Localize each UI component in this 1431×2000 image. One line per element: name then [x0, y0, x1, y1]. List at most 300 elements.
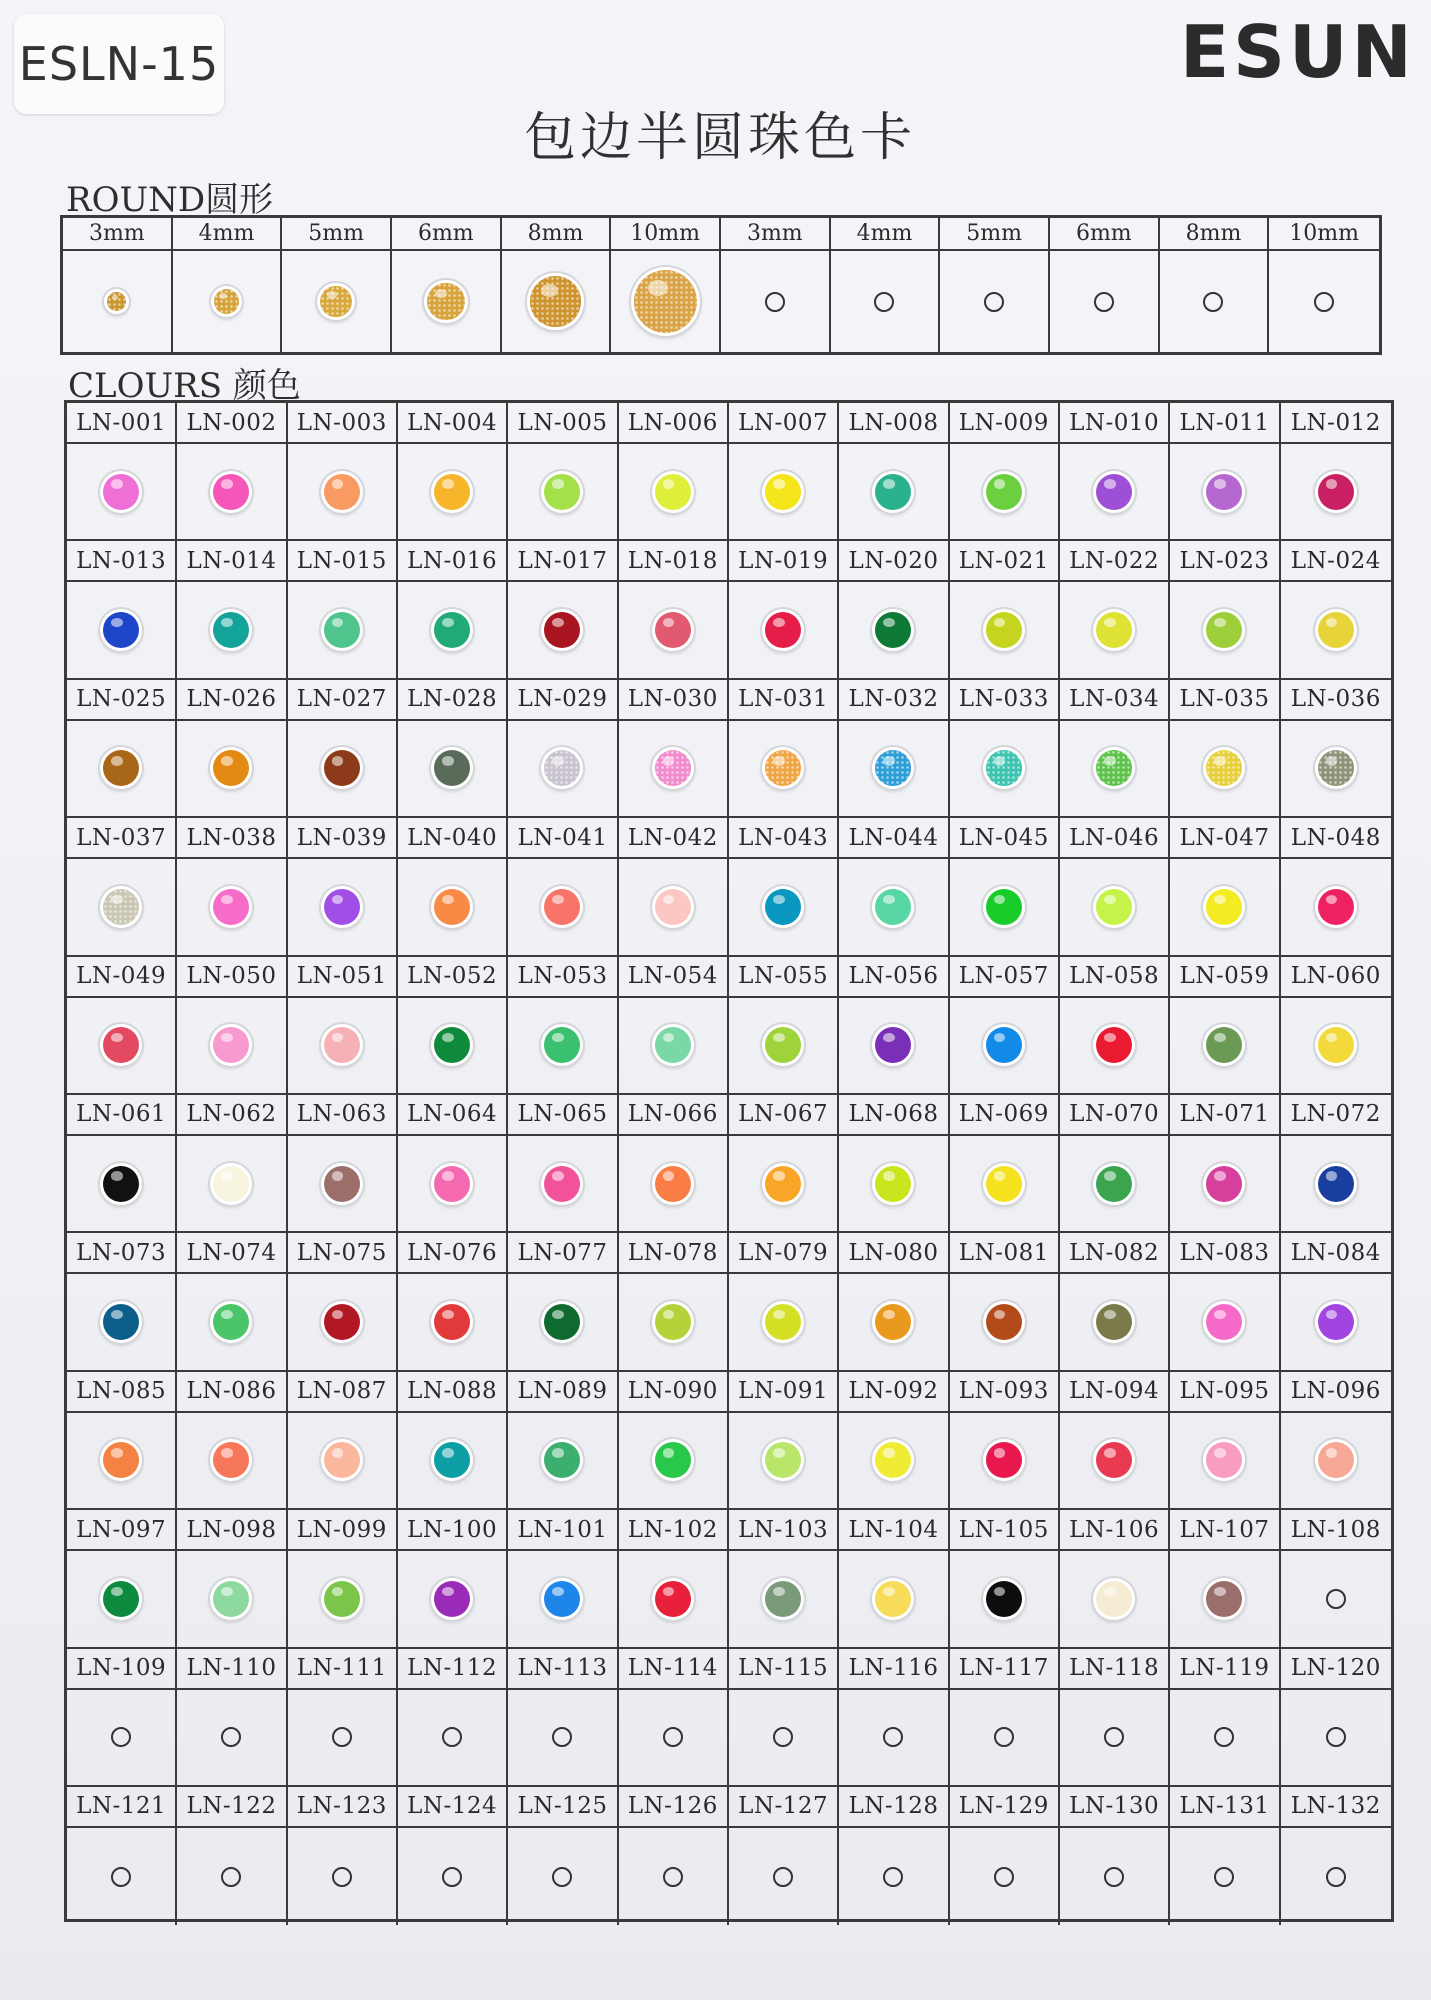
color-code-label: LN-110 [177, 1649, 287, 1690]
color-code-label: LN-011 [1170, 403, 1280, 444]
color-code-label: LN-023 [1170, 541, 1280, 582]
color-bead [544, 1442, 580, 1478]
empty-slot-ring [442, 1727, 462, 1747]
empty-slot-ring [994, 1867, 1014, 1887]
color-code-label: LN-052 [398, 957, 508, 998]
empty-slot-ring [1326, 1867, 1346, 1887]
empty-slot-ring [765, 292, 785, 312]
color-bead [1206, 1027, 1242, 1063]
brand-logo: ESUN [1180, 10, 1416, 94]
color-code-label: LN-084 [1281, 1233, 1391, 1274]
color-swatch-cell [1170, 582, 1280, 679]
color-swatch-cell [839, 1690, 949, 1787]
color-bead [1206, 1304, 1242, 1340]
color-code-label: LN-125 [508, 1787, 618, 1828]
empty-slot-ring [883, 1867, 903, 1887]
color-code-label: LN-082 [1060, 1233, 1170, 1274]
size-swatch-cell [940, 251, 1050, 352]
color-bead [655, 1304, 691, 1340]
color-bead [103, 1442, 139, 1478]
color-swatch-cell [619, 721, 729, 818]
color-bead [986, 612, 1022, 648]
empty-slot-ring [332, 1727, 352, 1747]
color-bead [1096, 889, 1132, 925]
color-swatch-cell [1170, 444, 1280, 541]
empty-slot-ring [663, 1867, 683, 1887]
color-code-label: LN-014 [177, 541, 287, 582]
color-bead [986, 1581, 1022, 1617]
color-code-label: LN-073 [67, 1233, 177, 1274]
color-swatch-cell [619, 1828, 729, 1925]
color-bead [875, 474, 911, 510]
colours-section-label: CLOURS 颜色 [68, 366, 301, 406]
color-swatch-cell [1170, 998, 1280, 1095]
color-swatch-cell [177, 582, 287, 679]
size-header: 6mm [1050, 218, 1160, 251]
color-code-label: LN-100 [398, 1510, 508, 1551]
color-bead [324, 889, 360, 925]
color-swatch-cell [508, 1274, 618, 1371]
color-code-label: LN-083 [1170, 1233, 1280, 1274]
empty-slot-ring [1104, 1867, 1124, 1887]
color-swatch-cell [1281, 1551, 1391, 1648]
color-bead [213, 1027, 249, 1063]
color-code-label: LN-034 [1060, 680, 1170, 721]
color-code-label: LN-117 [950, 1649, 1060, 1690]
color-swatch-cell [508, 1690, 618, 1787]
color-code-label: LN-070 [1060, 1095, 1170, 1136]
color-bead [1096, 1581, 1132, 1617]
color-code-label: LN-035 [1170, 680, 1280, 721]
color-code-label: LN-081 [950, 1233, 1060, 1274]
color-code-label: LN-131 [1170, 1787, 1280, 1828]
empty-slot-ring [552, 1867, 572, 1887]
color-code-label: LN-068 [839, 1095, 949, 1136]
color-bead [655, 1166, 691, 1202]
empty-slot-ring [1326, 1589, 1346, 1609]
color-swatch-cell [1281, 859, 1391, 956]
color-code-label: LN-050 [177, 957, 287, 998]
color-code-label: LN-093 [950, 1372, 1060, 1413]
color-swatch-cell [729, 721, 839, 818]
color-code-label: LN-088 [398, 1372, 508, 1413]
color-code-label: LN-106 [1060, 1510, 1170, 1551]
size-sample-bead [320, 286, 352, 318]
color-code-label: LN-004 [398, 403, 508, 444]
color-swatch-cell [839, 1136, 949, 1233]
color-code-label: LN-104 [839, 1510, 949, 1551]
color-bead [324, 1304, 360, 1340]
size-header: 8mm [1160, 218, 1270, 251]
color-code-label: LN-044 [839, 818, 949, 859]
color-swatch-cell [950, 721, 1060, 818]
color-swatch-cell [398, 998, 508, 1095]
color-bead [213, 889, 249, 925]
color-bead [103, 889, 139, 925]
empty-slot-ring [552, 1727, 572, 1747]
color-swatch-cell [288, 1690, 398, 1787]
color-bead [1206, 474, 1242, 510]
color-code-label: LN-089 [508, 1372, 618, 1413]
color-code-label: LN-060 [1281, 957, 1391, 998]
color-swatch-cell [729, 1274, 839, 1371]
color-swatch-cell [619, 1136, 729, 1233]
color-swatch-cell [839, 859, 949, 956]
size-sample-bead [427, 283, 465, 321]
color-code-label: LN-072 [1281, 1095, 1391, 1136]
color-swatch-cell [177, 1690, 287, 1787]
color-swatch-cell [1060, 1136, 1170, 1233]
color-swatch-cell [508, 1136, 618, 1233]
color-code-label: LN-076 [398, 1233, 508, 1274]
color-bead [434, 889, 470, 925]
color-code-label: LN-124 [398, 1787, 508, 1828]
color-swatch-cell [288, 1136, 398, 1233]
color-code-label: LN-118 [1060, 1649, 1170, 1690]
color-bead [765, 1027, 801, 1063]
color-swatch-cell [398, 1413, 508, 1510]
color-bead [1318, 612, 1354, 648]
color-code-label: LN-032 [839, 680, 949, 721]
color-code-label: LN-121 [67, 1787, 177, 1828]
color-swatch-cell [950, 1828, 1060, 1925]
color-bead [324, 750, 360, 786]
color-swatch-cell [398, 1690, 508, 1787]
color-bead [1318, 1442, 1354, 1478]
color-code-label: LN-120 [1281, 1649, 1391, 1690]
color-bead [875, 1304, 911, 1340]
color-code-label: LN-045 [950, 818, 1060, 859]
color-swatch-cell [288, 721, 398, 818]
size-sample-bead [530, 276, 580, 326]
color-swatch-cell [508, 721, 618, 818]
size-swatch-cell [1160, 251, 1270, 352]
color-code-label: LN-026 [177, 680, 287, 721]
color-swatch-cell [729, 998, 839, 1095]
size-header: 4mm [831, 218, 941, 251]
color-code-label: LN-127 [729, 1787, 839, 1828]
size-sample-bead [107, 292, 126, 311]
color-code-label: LN-047 [1170, 818, 1280, 859]
color-bead [434, 750, 470, 786]
color-swatch-cell [1060, 1828, 1170, 1925]
color-swatch-cell [1060, 1690, 1170, 1787]
color-bead [103, 612, 139, 648]
color-bead [655, 1442, 691, 1478]
size-swatch-cell [282, 251, 392, 352]
color-code-label: LN-040 [398, 818, 508, 859]
color-bead [434, 1581, 470, 1617]
color-bead [213, 612, 249, 648]
color-swatch-cell [1170, 1413, 1280, 1510]
size-swatch-cell [173, 251, 283, 352]
color-bead [1318, 474, 1354, 510]
color-swatch-cell [177, 444, 287, 541]
color-code-label: LN-053 [508, 957, 618, 998]
color-bead [1096, 750, 1132, 786]
color-code-label: LN-065 [508, 1095, 618, 1136]
color-bead [655, 474, 691, 510]
color-code-label: LN-122 [177, 1787, 287, 1828]
color-code-label: LN-025 [67, 680, 177, 721]
color-code-label: LN-091 [729, 1372, 839, 1413]
color-bead [1206, 612, 1242, 648]
color-swatch-cell [619, 859, 729, 956]
color-swatch-cell [67, 1551, 177, 1648]
color-bead [544, 889, 580, 925]
empty-slot-ring [1214, 1727, 1234, 1747]
color-swatch-cell [398, 1828, 508, 1925]
color-swatch-cell [1060, 721, 1170, 818]
color-bead [875, 889, 911, 925]
color-code-label: LN-027 [288, 680, 398, 721]
color-swatch-cell [508, 1828, 618, 1925]
color-swatch-cell [288, 1274, 398, 1371]
color-bead [1318, 1304, 1354, 1340]
color-bead [434, 1166, 470, 1202]
color-swatch-cell [1170, 1828, 1280, 1925]
color-bead [986, 889, 1022, 925]
color-swatch-cell [67, 1136, 177, 1233]
color-swatch-cell [950, 444, 1060, 541]
color-code-label: LN-038 [177, 818, 287, 859]
size-swatch-cell [502, 251, 612, 352]
color-bead [1206, 1166, 1242, 1202]
color-code-label: LN-077 [508, 1233, 618, 1274]
color-swatch-cell [67, 721, 177, 818]
color-bead [986, 1027, 1022, 1063]
color-bead [324, 1027, 360, 1063]
color-code-label: LN-079 [729, 1233, 839, 1274]
color-swatch-cell [619, 444, 729, 541]
color-bead [986, 1304, 1022, 1340]
color-swatch-cell [288, 998, 398, 1095]
color-code-label: LN-003 [288, 403, 398, 444]
size-header: 3mm [63, 218, 173, 251]
color-code-label: LN-075 [288, 1233, 398, 1274]
color-swatch-cell [729, 1828, 839, 1925]
color-code-label: LN-056 [839, 957, 949, 998]
color-bead [213, 1304, 249, 1340]
color-bead [655, 750, 691, 786]
color-bead [1206, 750, 1242, 786]
size-swatch-cell [63, 251, 173, 352]
color-swatch-cell [1170, 1136, 1280, 1233]
color-swatch-cell [1281, 1136, 1391, 1233]
color-bead [1318, 1166, 1354, 1202]
color-code-label: LN-063 [288, 1095, 398, 1136]
color-swatch-cell [619, 998, 729, 1095]
color-bead [103, 1581, 139, 1617]
empty-slot-ring [221, 1727, 241, 1747]
color-code-label: LN-108 [1281, 1510, 1391, 1551]
color-code-label: LN-094 [1060, 1372, 1170, 1413]
color-code-label: LN-096 [1281, 1372, 1391, 1413]
color-bead [1206, 1442, 1242, 1478]
size-table [60, 215, 1382, 355]
color-code-label: LN-020 [839, 541, 949, 582]
color-swatch-cell [619, 582, 729, 679]
color-swatch-cell [1060, 1551, 1170, 1648]
color-swatch-cell [950, 1551, 1060, 1648]
color-swatch-cell [839, 444, 949, 541]
color-swatch-cell [177, 1828, 287, 1925]
color-code-label: LN-036 [1281, 680, 1391, 721]
color-code-label: LN-067 [729, 1095, 839, 1136]
empty-slot-ring [984, 292, 1004, 312]
color-code-label: LN-057 [950, 957, 1060, 998]
color-code-label: LN-010 [1060, 403, 1170, 444]
color-swatch-cell [839, 721, 949, 818]
color-bead [986, 474, 1022, 510]
size-sample-bead [214, 289, 239, 314]
color-code-label: LN-007 [729, 403, 839, 444]
empty-slot-ring [111, 1727, 131, 1747]
color-table [64, 400, 1394, 1922]
color-swatch-cell [398, 1274, 508, 1371]
color-code-label: LN-112 [398, 1649, 508, 1690]
color-code-label: LN-006 [619, 403, 729, 444]
color-bead [986, 1166, 1022, 1202]
size-header: 8mm [502, 218, 612, 251]
color-code-label: LN-001 [67, 403, 177, 444]
color-code-label: LN-005 [508, 403, 618, 444]
color-code-label: LN-111 [288, 1649, 398, 1690]
color-swatch-cell [1060, 444, 1170, 541]
color-swatch-cell [839, 582, 949, 679]
color-bead [765, 612, 801, 648]
color-code-label: LN-086 [177, 1372, 287, 1413]
color-bead [434, 1027, 470, 1063]
color-swatch-cell [1060, 582, 1170, 679]
color-code-label: LN-009 [950, 403, 1060, 444]
color-bead [765, 1166, 801, 1202]
color-swatch-cell [67, 998, 177, 1095]
color-code-label: LN-012 [1281, 403, 1391, 444]
color-bead [213, 1581, 249, 1617]
color-code-label: LN-123 [288, 1787, 398, 1828]
color-swatch-cell [1281, 1413, 1391, 1510]
size-swatch-cell [392, 251, 502, 352]
color-swatch-cell [398, 444, 508, 541]
color-code-label: LN-033 [950, 680, 1060, 721]
color-code-label: LN-018 [619, 541, 729, 582]
color-swatch-cell [177, 1274, 287, 1371]
empty-slot-ring [1326, 1727, 1346, 1747]
color-code-label: LN-071 [1170, 1095, 1280, 1136]
empty-slot-ring [874, 292, 894, 312]
color-code-label: LN-087 [288, 1372, 398, 1413]
empty-slot-ring [773, 1867, 793, 1887]
color-bead [434, 1304, 470, 1340]
color-bead [986, 1442, 1022, 1478]
color-swatch-cell [177, 859, 287, 956]
color-swatch-cell [1170, 859, 1280, 956]
color-swatch-cell [729, 582, 839, 679]
empty-slot-ring [773, 1727, 793, 1747]
color-code-label: LN-098 [177, 1510, 287, 1551]
color-code-label: LN-028 [398, 680, 508, 721]
color-bead [1318, 889, 1354, 925]
color-swatch-cell [177, 1413, 287, 1510]
color-code-label: LN-002 [177, 403, 287, 444]
size-header: 5mm [940, 218, 1050, 251]
color-code-label: LN-059 [1170, 957, 1280, 998]
color-swatch-cell [1170, 1551, 1280, 1648]
color-swatch-cell [398, 721, 508, 818]
color-swatch-cell [67, 1690, 177, 1787]
color-swatch-cell [1281, 1274, 1391, 1371]
color-bead [434, 612, 470, 648]
color-swatch-cell [508, 859, 618, 956]
color-bead [324, 474, 360, 510]
empty-slot-ring [1203, 292, 1223, 312]
color-bead [324, 1581, 360, 1617]
color-code-label: LN-048 [1281, 818, 1391, 859]
color-code-label: LN-015 [288, 541, 398, 582]
color-bead [544, 474, 580, 510]
color-code-label: LN-074 [177, 1233, 287, 1274]
color-swatch-cell [508, 998, 618, 1095]
empty-slot-ring [111, 1867, 131, 1887]
color-bead [103, 1304, 139, 1340]
color-bead [324, 1166, 360, 1202]
size-swatch-cell [611, 251, 721, 352]
color-swatch-cell [729, 1551, 839, 1648]
color-code-label: LN-085 [67, 1372, 177, 1413]
color-swatch-cell [1281, 721, 1391, 818]
color-bead [1096, 1304, 1132, 1340]
color-swatch-cell [288, 1413, 398, 1510]
color-swatch-cell [1170, 721, 1280, 818]
color-code-label: LN-055 [729, 957, 839, 998]
color-bead [103, 1027, 139, 1063]
color-bead [324, 1442, 360, 1478]
color-code-label: LN-029 [508, 680, 618, 721]
color-code-label: LN-105 [950, 1510, 1060, 1551]
color-swatch-cell [288, 444, 398, 541]
color-swatch-cell [1281, 444, 1391, 541]
color-bead [875, 1027, 911, 1063]
color-bead [765, 750, 801, 786]
color-bead [103, 474, 139, 510]
color-bead [1096, 1166, 1132, 1202]
color-swatch-cell [950, 1690, 1060, 1787]
color-swatch-cell [619, 1413, 729, 1510]
color-code-label: LN-095 [1170, 1372, 1280, 1413]
color-bead [1318, 750, 1354, 786]
color-code-label: LN-058 [1060, 957, 1170, 998]
color-code-label: LN-013 [67, 541, 177, 582]
color-bead [875, 1581, 911, 1617]
size-header: 3mm [721, 218, 831, 251]
color-swatch-cell [508, 1413, 618, 1510]
color-code-label: LN-061 [67, 1095, 177, 1136]
color-bead [655, 1027, 691, 1063]
color-code-label: LN-041 [508, 818, 618, 859]
color-bead [1206, 1581, 1242, 1617]
color-swatch-cell [67, 582, 177, 679]
color-bead [544, 612, 580, 648]
color-code-label: LN-103 [729, 1510, 839, 1551]
empty-slot-ring [663, 1727, 683, 1747]
color-swatch-cell [67, 859, 177, 956]
color-code-label: LN-129 [950, 1787, 1060, 1828]
color-swatch-cell [950, 1136, 1060, 1233]
color-code-label: LN-037 [67, 818, 177, 859]
color-swatch-cell [619, 1274, 729, 1371]
color-swatch-cell [950, 859, 1060, 956]
